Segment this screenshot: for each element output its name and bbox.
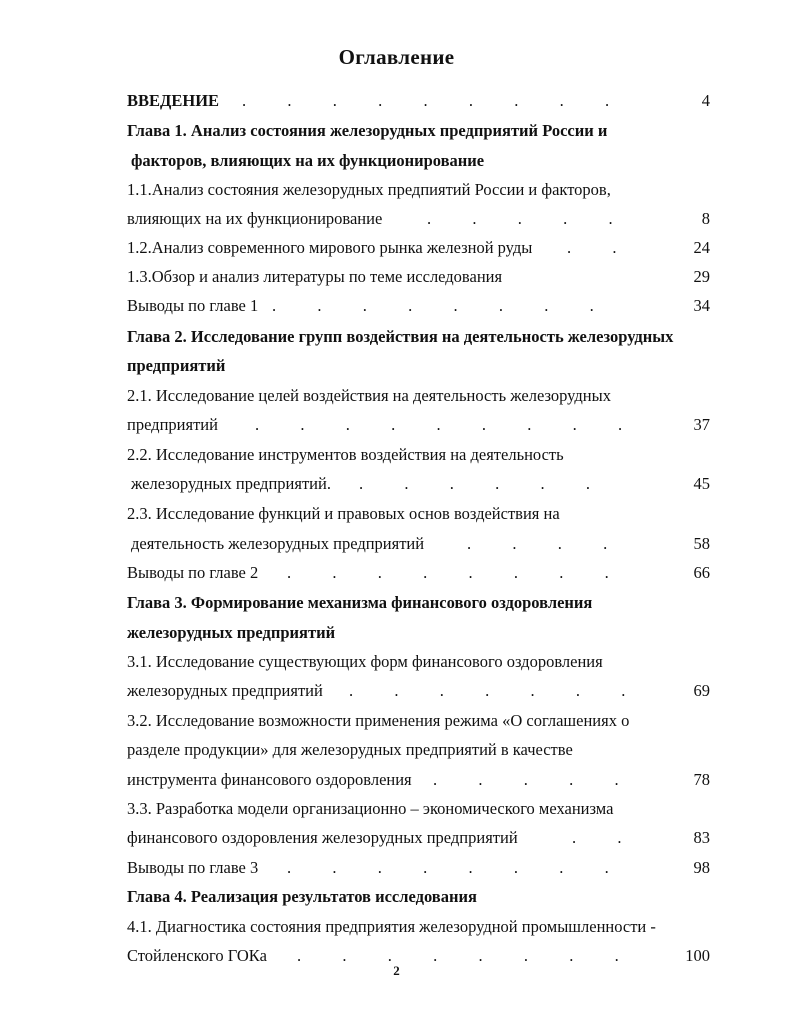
dot-leader: . . . . . . . .: [287, 858, 609, 877]
toc-entry-text: железорудных предприятий: [127, 623, 336, 642]
toc-entry: [127, 711, 710, 735]
chapter-heading: [127, 121, 710, 145]
toc-entry-text: железорудных предприятий.: [131, 474, 331, 493]
toc-entry: [127, 681, 710, 705]
toc-entry-page: 29: [693, 267, 710, 286]
dot-leader: . . . . .: [427, 209, 613, 228]
toc-entry-page: 69: [693, 681, 710, 700]
toc-entry-text: 4.1. Диагностика состояния предприятия железорудной промышленности -: [127, 917, 656, 936]
toc-entry-text: предприятий: [127, 356, 226, 375]
toc-entry-text: инструмента финансового оздоровления: [127, 770, 412, 789]
toc-entry: [127, 445, 710, 469]
toc-entry: [127, 740, 710, 764]
toc-entry-page: 78: [693, 770, 710, 789]
toc-entry: [127, 267, 710, 291]
toc-entry-text: 2.1. Исследование целей воздействия на деятельность железорудных: [127, 386, 611, 405]
dot-leader: . . . . . . . .: [272, 296, 594, 315]
dot-leader: . . . . . . . .: [287, 563, 609, 582]
page-number: 2: [393, 963, 400, 978]
toc-entry-page: 8: [701, 209, 710, 228]
toc-entry-text: финансового оздоровления железорудных предприятий: [127, 828, 518, 847]
toc-entry-text: 3.3. Разработка модели организационно – экономического механизма: [127, 799, 614, 818]
toc-entry-text: деятельность железорудных предприятий: [131, 534, 425, 553]
toc-entry-page: 37: [693, 415, 710, 434]
dot-leader: . . . . . . . . .: [255, 415, 623, 434]
dot-leader: . .: [572, 828, 622, 847]
toc-entry-text: ВВЕДЕНИЕ: [127, 91, 220, 110]
toc-entry-text: Глава 1. Анализ состояния железорудных предприятий России и: [127, 121, 608, 140]
toc-entry-text: 3.2. Исследование возможности применения режима «О соглашениях о: [127, 711, 630, 730]
toc-entry-text: Выводы по главе 1: [127, 296, 259, 315]
toc-entry: [127, 238, 710, 262]
toc-title: Оглавление: [338, 45, 455, 69]
dot-leader: . .: [567, 238, 617, 257]
toc-entry-text: Глава 4. Реализация результатов исследования: [127, 887, 477, 906]
toc-entry-page: 45: [693, 474, 710, 493]
toc-entry: [127, 828, 710, 852]
toc-entry: [127, 386, 710, 410]
toc-entry-page: 98: [693, 858, 710, 877]
toc-entry: [127, 474, 710, 498]
toc-entry-text: 1.1.Анализ состояния железорудных предпиятий России и факторов,: [127, 180, 611, 199]
toc-entry: [127, 799, 710, 823]
chapter-heading: [127, 356, 710, 380]
toc-entry-page: 66: [693, 563, 710, 582]
chapter-heading: [127, 327, 710, 351]
toc-entry-text: железорудных предприятий: [127, 681, 323, 700]
dot-leader: . . . . . . . .: [297, 946, 619, 965]
toc-entry: [127, 180, 710, 204]
toc-entry-text: предприятий: [127, 415, 218, 434]
toc-entry-text: Выводы по главе 3: [127, 858, 259, 877]
toc-entry: [127, 563, 710, 587]
chapter-heading: [127, 151, 710, 175]
toc-entry-text: влияющих на их функционирование: [127, 209, 383, 228]
toc-entry: [127, 504, 710, 528]
toc-entry-text: Выводы по главе 2: [127, 563, 259, 582]
toc-entry-page: 34: [693, 296, 710, 315]
chapter-heading: [127, 887, 710, 911]
toc-entry: [127, 917, 710, 941]
chapter-heading: [127, 593, 710, 617]
dot-leader: . . . . .: [433, 770, 619, 789]
chapter-heading: [127, 623, 710, 647]
toc-entry-page: 58: [693, 534, 710, 553]
toc-entry-page: 83: [693, 828, 710, 847]
toc-entry-text: 1.3.Обзор и анализ литературы по теме исследования: [127, 267, 503, 286]
toc-entry: [127, 296, 710, 320]
toc-entry-text: 3.1. Исследование существующих форм финансового оздоровления: [127, 652, 603, 671]
toc-entry-text: 1.2.Анализ современного мирового рынка железной руды: [127, 238, 533, 257]
toc-entry-text: разделе продукции» для железорудных предприятий в качестве: [127, 740, 573, 759]
dot-leader: . . . . . .: [359, 474, 590, 493]
toc-entry: [127, 858, 710, 882]
toc-entry-text: факторов, влияющих на их функционирование: [131, 151, 485, 170]
toc-entry-text: Стойленского ГОКа: [127, 946, 267, 965]
toc-entry-text: 2.3. Исследование функций и правовых основ воздействия на: [127, 504, 560, 523]
toc-entry-text: Глава 2. Исследование групп воздействия на деятельность железорудных: [127, 327, 674, 346]
toc-entry: [127, 652, 710, 676]
toc-entry-text: 2.2. Исследование инструментов воздействия на деятельность: [127, 445, 564, 464]
dot-leader: . . . . . . . . .: [242, 91, 610, 110]
toc-entry: [127, 770, 710, 794]
toc-entry: [127, 91, 710, 115]
toc-entry-page: 24: [693, 238, 710, 257]
toc-entry: [127, 534, 710, 558]
toc-entry-page: 100: [685, 946, 710, 965]
toc-entry-text: Глава 3. Формирование механизма финансового оздоровления: [127, 593, 593, 612]
toc-entry: [127, 415, 710, 439]
dot-leader: . . . .: [467, 534, 608, 553]
toc-entry: [127, 209, 710, 233]
toc-entry-page: 4: [701, 91, 710, 110]
dot-leader: . . . . . . .: [349, 681, 626, 700]
